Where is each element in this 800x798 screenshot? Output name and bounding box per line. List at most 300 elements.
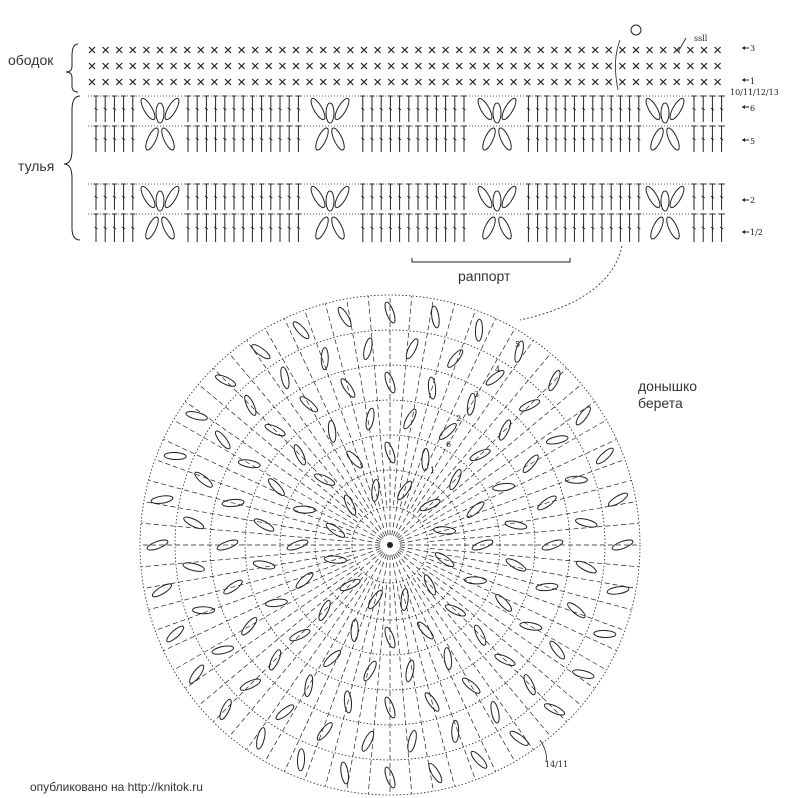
sc-stitch: [307, 63, 313, 69]
sc-stitch: [687, 79, 693, 85]
dc-stitch: [296, 184, 301, 210]
sc-stitch: [402, 47, 408, 53]
sc-stitch: [143, 63, 149, 69]
dc-stitch: [554, 184, 559, 210]
dc-stitch: [204, 96, 209, 122]
dc-stitch: [406, 214, 411, 242]
sc-stitch: [171, 79, 177, 85]
dc-stitch: [287, 184, 292, 210]
sc-stitch: [116, 63, 122, 69]
sc-stitch: [293, 47, 299, 53]
sc-stitch: [375, 63, 381, 69]
sc-stitch: [279, 63, 285, 69]
dc-stitch: [94, 184, 99, 210]
sc-stitch: [592, 79, 598, 85]
sc-stitch: [565, 47, 571, 53]
bottom-note: 14/11: [545, 760, 569, 769]
sc-stitch: [470, 63, 476, 69]
cluster-stitch: [351, 619, 359, 641]
sc-stitch: [225, 63, 231, 69]
cluster-stitch: [383, 301, 397, 324]
cluster-stitch: [156, 191, 164, 211]
cluster-stitch: [496, 215, 513, 240]
sc-stitch: [483, 79, 489, 85]
cluster-stitch: [594, 630, 616, 638]
dc-stitch: [241, 214, 246, 242]
sc-stitch: [143, 47, 149, 53]
dc-stitch: [572, 184, 577, 210]
dc-stitch: [259, 184, 264, 210]
join-line: [520, 246, 622, 320]
dc-stitch: [250, 126, 255, 152]
dc-stitch: [443, 214, 448, 242]
dc-stitch: [222, 126, 227, 152]
sc-stitch: [660, 47, 666, 53]
sc-stitch: [687, 63, 693, 69]
sc-stitch: [279, 79, 285, 85]
dc-stitch: [434, 214, 439, 242]
dc-stitch: [572, 126, 577, 152]
cluster-stitch: [291, 320, 311, 341]
center-ring: [387, 542, 393, 548]
dc-stitch: [462, 96, 467, 122]
dc-stitch: [379, 126, 384, 152]
cluster-stitch: [430, 306, 440, 329]
cluster-stitch: [668, 185, 687, 210]
cluster-stitch: [336, 306, 353, 328]
dc-spoke: [173, 420, 381, 540]
row-number: 3: [750, 44, 756, 53]
sc-stitch: [511, 63, 517, 69]
cluster-stitch: [250, 342, 272, 361]
source-credit: опубликовано на http://knitok.ru: [30, 780, 203, 794]
cluster-stitch: [163, 185, 182, 210]
sc-stitch: [497, 47, 503, 53]
sc-stitch: [619, 79, 625, 85]
cluster-stitch: [187, 663, 206, 685]
sc-stitch: [415, 79, 421, 85]
dc-stitch: [710, 96, 715, 122]
dc-spoke: [229, 353, 383, 537]
sc-stitch: [524, 79, 530, 85]
cluster-stitch: [253, 559, 276, 570]
dc-stitch: [360, 184, 365, 210]
row-arrow-head: [742, 46, 745, 50]
dc-stitch: [397, 126, 402, 152]
dc-stitch: [250, 214, 255, 242]
sc-stitch: [633, 63, 639, 69]
cluster-stitch: [164, 452, 186, 460]
sc-stitch: [307, 79, 313, 85]
cluster-stitch: [518, 398, 541, 414]
dc-stitch: [618, 214, 623, 242]
dc-stitch: [112, 184, 117, 210]
sc-stitch: [511, 79, 517, 85]
dc-stitch: [268, 214, 273, 242]
sc-stitch: [633, 47, 639, 53]
dc-spoke: [265, 328, 385, 536]
dc-stitch: [232, 96, 237, 122]
dc-stitch: [195, 96, 200, 122]
sc-stitch: [157, 63, 163, 69]
dc-stitch: [268, 126, 273, 152]
dc-stitch: [379, 96, 384, 122]
sc-stitch: [89, 79, 95, 85]
sc-stitch: [361, 79, 367, 85]
dc-stitch: [581, 184, 586, 210]
dc-stitch: [130, 96, 135, 122]
sc-stitch: [619, 63, 625, 69]
sc-stitch: [334, 47, 340, 53]
cluster-stitch: [143, 215, 160, 240]
sc-stitch: [456, 47, 462, 53]
dc-stitch: [195, 126, 200, 152]
sc-stitch: [647, 47, 653, 53]
sc-stitch: [347, 79, 353, 85]
dc-stitch: [379, 184, 384, 210]
sc-stitch: [524, 63, 530, 69]
sc-stitch: [198, 79, 204, 85]
sc-stitch: [470, 47, 476, 53]
sc-stitch: [606, 47, 612, 53]
dc-stitch: [204, 214, 209, 242]
sc-stitch: [483, 47, 489, 53]
dc-stitch: [462, 214, 467, 242]
sc-stitch: [116, 47, 122, 53]
dc-stitch: [121, 184, 126, 210]
dc-stitch: [443, 184, 448, 210]
dc-stitch: [406, 126, 411, 152]
sc-stitch: [130, 63, 136, 69]
sc-stitch: [89, 63, 95, 69]
sc-stitch: [402, 79, 408, 85]
dc-stitch: [121, 214, 126, 242]
cluster-stitch: [313, 126, 330, 151]
sc-stitch: [551, 63, 557, 69]
dc-stitch: [397, 214, 402, 242]
dc-stitch: [406, 96, 411, 122]
cluster-stitch: [404, 659, 415, 682]
sc-stitch: [266, 79, 272, 85]
dc-stitch: [360, 126, 365, 152]
dc-stitch: [563, 184, 568, 210]
cluster-stitch: [575, 517, 598, 529]
sc-stitch: [402, 63, 408, 69]
sc-stitch: [211, 79, 217, 85]
sc-stitch: [497, 79, 503, 85]
sc-stitch: [375, 79, 381, 85]
sc-stitch: [565, 63, 571, 69]
dc-spoke: [398, 384, 582, 538]
round-number: 5: [515, 340, 521, 349]
dc-stitch: [397, 96, 402, 122]
sc-stitch: [565, 79, 571, 85]
cluster-stitch: [469, 749, 489, 770]
round-number: 6: [446, 440, 452, 449]
dc-stitch: [186, 126, 191, 152]
sc-stitch: [660, 63, 666, 69]
dc-stitch: [186, 96, 191, 122]
sc-stitch: [184, 79, 190, 85]
dc-stitch: [590, 184, 595, 210]
sc-stitch: [619, 47, 625, 53]
dc-stitch: [416, 214, 421, 242]
dc-stitch: [710, 214, 715, 242]
cluster-stitch: [493, 103, 501, 123]
cluster-stitch: [572, 668, 595, 680]
sc-stitch: [334, 79, 340, 85]
dc-stitch: [241, 96, 246, 122]
dc-stitch: [278, 214, 283, 242]
sc-stitch: [211, 47, 217, 53]
dc-stitch: [186, 184, 191, 210]
sc-stitch: [225, 47, 231, 53]
dc-stitch: [701, 126, 706, 152]
dc-stitch: [416, 126, 421, 152]
cluster-stitch: [309, 185, 328, 210]
cluster-stitch: [575, 559, 598, 575]
cluster-stitch: [383, 766, 397, 789]
dc-stitch: [370, 126, 375, 152]
dc-spoke: [418, 368, 566, 516]
dc-spoke: [399, 550, 607, 670]
sc-stitch: [320, 79, 326, 85]
dc-spoke: [198, 551, 382, 705]
dc-stitch: [370, 184, 375, 210]
sc-stitch: [633, 79, 639, 85]
sc-stitch: [538, 79, 544, 85]
sc-stitch: [171, 63, 177, 69]
dc-stitch: [250, 184, 255, 210]
dc-stitch: [692, 96, 697, 122]
dc-stitch: [112, 96, 117, 122]
dc-stitch: [287, 214, 292, 242]
dc-stitch: [544, 214, 549, 242]
dc-stitch: [554, 126, 559, 152]
dc-stitch: [397, 184, 402, 210]
dc-stitch: [719, 96, 724, 122]
sc-stitch: [715, 47, 721, 53]
dc-stitch: [103, 184, 108, 210]
sc-stitch: [211, 63, 217, 69]
sc-stitch: [483, 63, 489, 69]
dc-spoke: [265, 554, 385, 762]
sc-stitch: [701, 47, 707, 53]
cluster-stitch: [648, 215, 665, 240]
dc-stitch: [535, 184, 540, 210]
dc-stitch: [563, 126, 568, 152]
dc-spoke: [155, 459, 381, 541]
sc-stitch: [674, 63, 680, 69]
sc-stitch: [239, 79, 245, 85]
dc-spoke: [418, 573, 566, 721]
dc-stitch: [572, 214, 577, 242]
dc-stitch: [443, 126, 448, 152]
dc-stitch: [278, 184, 283, 210]
cluster-stitch: [406, 730, 418, 753]
dc-stitch: [204, 126, 209, 152]
sc-stitch: [252, 63, 258, 69]
dc-stitch: [452, 126, 457, 152]
dc-stitch: [563, 214, 568, 242]
sc-stitch: [116, 79, 122, 85]
dc-stitch: [204, 184, 209, 210]
dc-stitch: [250, 96, 255, 122]
dc-stitch: [554, 96, 559, 122]
dc-stitch: [195, 214, 200, 242]
row-arrow-head: [742, 78, 745, 82]
dc-stitch: [241, 126, 246, 152]
sc-stitch: [429, 63, 435, 69]
sc-stitch: [538, 47, 544, 53]
cluster-stitch: [664, 215, 681, 240]
dc-stitch: [103, 96, 108, 122]
cluster-stitch: [505, 557, 528, 574]
dc-stitch: [544, 184, 549, 210]
sc-stitch: [143, 79, 149, 85]
dc-stitch: [581, 214, 586, 242]
sc-stitch: [361, 47, 367, 53]
cluster-stitch: [594, 446, 615, 466]
cluster-stitch: [333, 185, 352, 210]
dc-stitch: [618, 184, 623, 210]
repeat-label: раппорт: [458, 268, 511, 284]
dc-stitch: [259, 126, 264, 152]
sc-stitch: [103, 79, 109, 85]
row-number: 2: [750, 196, 756, 205]
beret-bottom-circle-chart: [140, 295, 640, 795]
cluster-stitch: [480, 215, 497, 240]
dc-stitch: [278, 126, 283, 152]
dc-stitch: [434, 96, 439, 122]
sc-stitch: [157, 79, 163, 85]
cluster-stitch: [611, 538, 634, 552]
dc-stitch: [701, 214, 706, 242]
dc-stitch: [259, 214, 264, 242]
dc-stitch: [130, 184, 135, 210]
cluster-stitch: [476, 185, 495, 210]
cluster-stitch: [151, 495, 174, 505]
dc-stitch: [609, 126, 614, 152]
dc-stitch: [581, 96, 586, 122]
dc-stitch: [112, 126, 117, 152]
dc-stitch: [287, 96, 292, 122]
cluster-stitch: [297, 749, 305, 771]
dc-stitch: [287, 126, 292, 152]
sc-stitch: [687, 47, 693, 53]
dc-spoke: [396, 553, 550, 737]
sc-stitch: [279, 47, 285, 53]
sc-stitch: [701, 79, 707, 85]
dc-stitch: [526, 214, 531, 242]
dc-stitch: [213, 214, 218, 242]
dc-stitch: [535, 96, 540, 122]
dc-stitch: [609, 96, 614, 122]
sc-stitch: [388, 47, 394, 53]
dc-spoke: [304, 554, 386, 780]
dc-spoke: [173, 550, 381, 670]
sc-stitch: [266, 47, 272, 53]
row-number: 5: [750, 137, 756, 146]
sc-stitch: [551, 47, 557, 53]
cluster-stitch: [661, 191, 669, 211]
dc-stitch: [600, 184, 605, 210]
cluster-stitch: [427, 762, 444, 784]
cluster-stitch: [159, 126, 176, 151]
cluster-stitch: [648, 126, 665, 151]
cluster-stitch: [644, 97, 663, 122]
dc-stitch: [434, 184, 439, 210]
dc-stitch: [425, 96, 430, 122]
sc-stitch: [647, 79, 653, 85]
dc-stitch: [296, 96, 301, 122]
sc-stitch: [252, 47, 258, 53]
row-arrow-head: [742, 230, 745, 234]
cluster-stitch: [664, 126, 681, 151]
dc-stitch: [388, 96, 393, 122]
dc-stitch: [195, 184, 200, 210]
cluster-stitch: [362, 660, 379, 683]
dc-stitch: [627, 126, 632, 152]
dc-stitch: [278, 96, 283, 122]
dc-stitch: [692, 214, 697, 242]
cluster-stitch: [182, 515, 205, 531]
sc-stitch: [456, 63, 462, 69]
cluster-stitch: [668, 97, 687, 122]
cluster-stitch: [607, 491, 629, 508]
note-arrow: [678, 38, 686, 52]
dc-stitch: [296, 126, 301, 152]
cluster-stitch: [293, 506, 315, 514]
sc-stitch: [497, 63, 503, 69]
sc-stitch: [239, 47, 245, 53]
dc-stitch: [406, 184, 411, 210]
dc-spoke: [395, 554, 515, 762]
dc-stitch: [360, 214, 365, 242]
sc-stitch: [701, 63, 707, 69]
dc-stitch: [609, 184, 614, 210]
cluster-stitch: [472, 624, 488, 647]
dc-stitch: [544, 96, 549, 122]
sc-stitch: [660, 79, 666, 85]
dc-stitch: [259, 96, 264, 122]
crown-label: тулья: [18, 158, 55, 174]
dc-stitch: [232, 184, 237, 210]
sc-stitch: [198, 63, 204, 69]
sc-stitch: [375, 47, 381, 53]
cluster-stitch: [139, 97, 158, 122]
sc-stitch: [415, 47, 421, 53]
cluster-stitch: [476, 97, 495, 122]
round-number: 4: [495, 365, 501, 374]
sc-stitch: [579, 63, 585, 69]
sc-stitch: [157, 47, 163, 53]
dc-stitch: [600, 126, 605, 152]
dc-stitch: [360, 96, 365, 122]
dc-stitch: [388, 184, 393, 210]
dc-stitch: [379, 214, 384, 242]
start-marker: [631, 25, 641, 35]
dc-stitch: [581, 126, 586, 152]
dc-stitch: [103, 214, 108, 242]
cluster-stitch: [464, 576, 486, 584]
sc-stitch: [538, 63, 544, 69]
cluster-stitch: [329, 126, 346, 151]
cluster-stitch: [255, 727, 267, 750]
dc-stitch: [213, 184, 218, 210]
cluster-stitch: [504, 520, 527, 531]
sc-stitch: [524, 47, 530, 53]
